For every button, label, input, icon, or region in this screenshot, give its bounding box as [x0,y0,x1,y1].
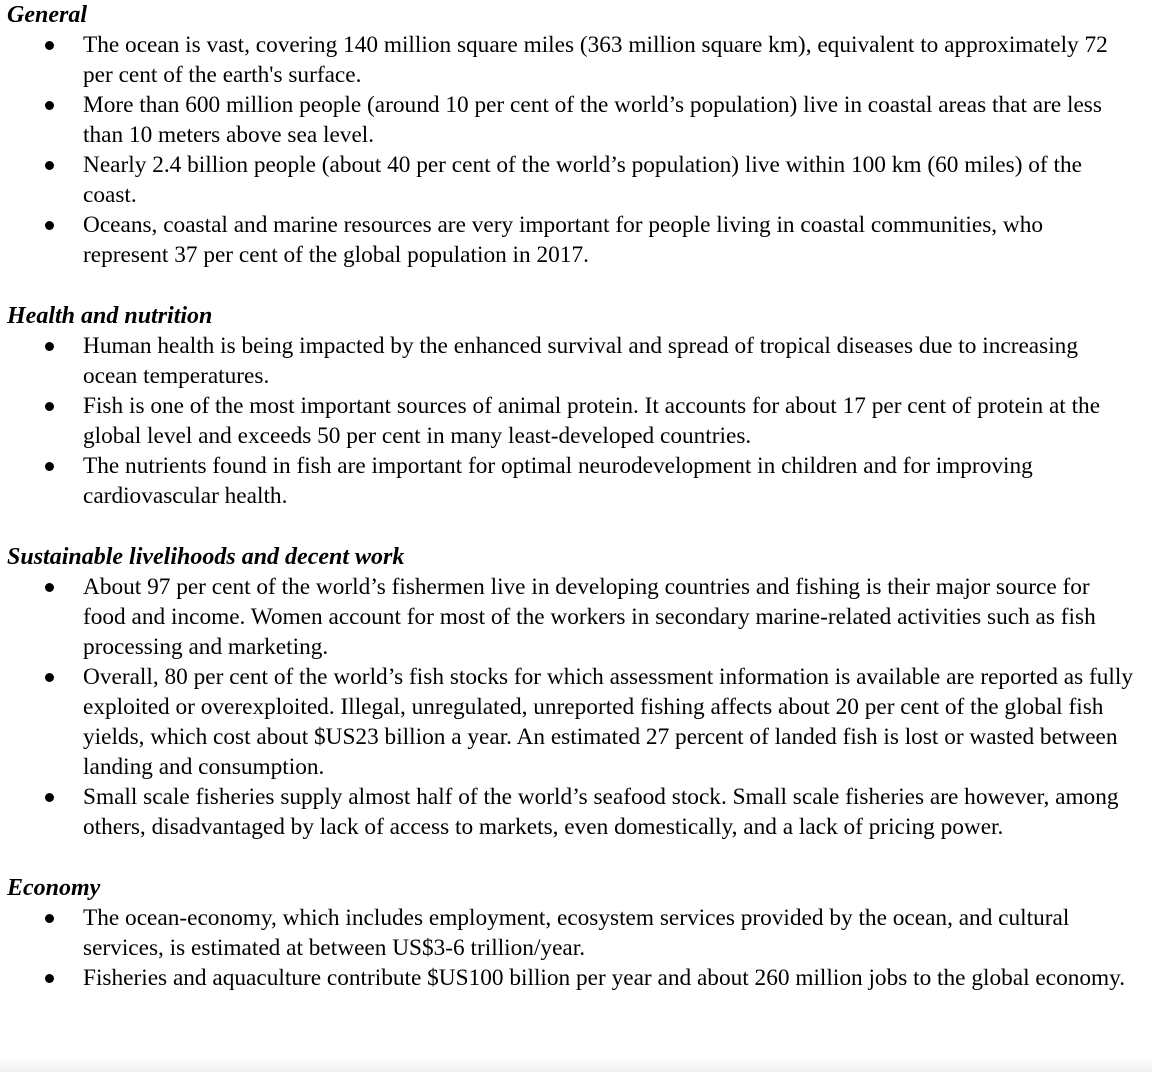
bullet-item: About 97 per cent of the world’s fishermen live in developing countries and fishing is their major source for food and income. Women account for most of the workers in secondary marine-related activities such as fish processing and marketing. [0,572,1152,662]
section-health-and-nutrition [0,301,1152,511]
section-heading: Economy [7,875,101,901]
section-heading: Health and nutrition [7,303,213,329]
bullet-list [0,331,1152,511]
bullet-item: Fisheries and aquaculture contribute $US100 billion per year and about 260 million jobs to the global economy. [0,963,1152,993]
bullet-item: Small scale fisheries supply almost half of the world’s seafood stock. Small scale fisheries are however, among others, disadvantaged by lack of access to markets, even domestically, and a lack of pricing power. [0,782,1152,842]
bullet-list [0,572,1152,842]
bottom-edge-shadow [0,1058,1152,1072]
section-general [0,0,1152,270]
bullet-item: The nutrients found in fish are important for optimal neurodevelopment in children and for improving cardiovascular health. [0,451,1152,511]
section-heading: Sustainable livelihoods and decent work [7,544,405,570]
section-spacer [0,270,1152,301]
bullet-item: Overall, 80 per cent of the world’s fish stocks for which assessment information is available are reported as fully exploited or overexploited. Illegal, unregulated, unreported fishing affects about 20 per cent of the global fish yields, which cost about $US23 billion a year. An estimated 27 percent of landed fish is lost or wasted between landing and consumption. [0,662,1152,782]
bullet-item: The ocean is vast, covering 140 million square miles (363 million square km), equivalent to approximately 72 per cent of the earth's surface. [0,30,1152,90]
bullet-list [0,30,1152,270]
bullet-item: More than 600 million people (around 10 per cent of the world’s population) live in coastal areas that are less than 10 meters above sea level. [0,90,1152,150]
bullet-item: Fish is one of the most important sources of animal protein. It accounts for about 17 per cent of protein at the global level and exceeds 50 per cent in many least-developed countries. [0,391,1152,451]
section-spacer [0,511,1152,542]
bullet-item: The ocean-economy, which includes employment, ecosystem services provided by the ocean, and cultural services, is estimated at between US$3-6 trillion/year. [0,903,1152,963]
bullet-item: Human health is being impacted by the enhanced survival and spread of tropical diseases due to increasing ocean temperatures. [0,331,1152,391]
section-sustainable-livelihoods [0,542,1152,842]
bullet-item: Nearly 2.4 billion people (about 40 per cent of the world’s population) live within 100 km (60 miles) of the coast. [0,150,1152,210]
section-spacer [0,842,1152,873]
section-economy [0,873,1152,993]
bullet-item: Oceans, coastal and marine resources are very important for people living in coastal communities, who represent 37 per cent of the global population in 2017. [0,210,1152,270]
section-heading: General [7,2,87,28]
bullet-list [0,903,1152,993]
